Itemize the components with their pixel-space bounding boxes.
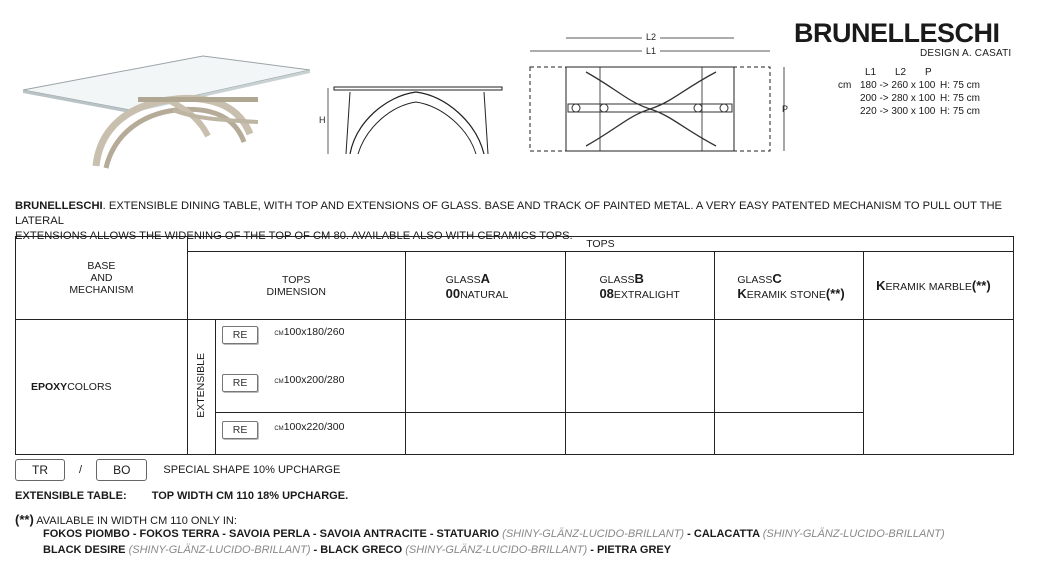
- price-cell: [405, 320, 566, 413]
- dim-size: 180 -> 260 x 100: [860, 80, 936, 91]
- col-name: ERAMIK MARBLE: [885, 281, 972, 293]
- col-prefix: GLASS: [599, 273, 635, 286]
- top-view-drawing: [528, 30, 798, 156]
- size-value: 100x200/280: [283, 374, 345, 386]
- col-name: ERAMIK STONE: [746, 288, 826, 301]
- extensible-label-cell: [187, 320, 215, 455]
- dim-size: 220 -> 300 x 100: [860, 106, 936, 117]
- tops-dimension-line: DIMENSION: [266, 285, 326, 298]
- col-letter: A: [480, 270, 491, 286]
- designer-name: DESIGN A. CASATI: [920, 48, 1012, 59]
- col-prefix: GLASS: [445, 273, 481, 286]
- finish-qualifier: (SHINY-GLÄNZ-LUCIDO-BRILLANT): [128, 544, 311, 556]
- col-code: 00: [445, 285, 461, 301]
- col-letter: B: [634, 270, 644, 286]
- base-header-line: AND: [90, 272, 113, 284]
- column-glass-a: [405, 252, 566, 320]
- description-name: BRUNELLESCHI: [15, 200, 103, 212]
- price-cell: [864, 320, 1014, 455]
- col-code: 08: [599, 285, 614, 301]
- size-row: [222, 421, 405, 439]
- size-unit: CM: [274, 379, 284, 385]
- dim-height: H: 75 cm: [940, 106, 981, 117]
- special-shape-note: SPECIAL SHAPE 10% UPCHARGE: [163, 464, 341, 476]
- shape-bo-tag[interactable]: BO: [96, 459, 147, 481]
- product-photo: [18, 48, 313, 178]
- re-tag[interactable]: RE: [222, 374, 259, 392]
- base-header: [16, 237, 188, 320]
- finish-list: BLACK DESIRE: [43, 544, 129, 556]
- re-tag[interactable]: RE: [222, 421, 259, 439]
- description-line2: EXTENSIONS ALLOWS THE WIDENING OF THE TOP OF CM 80. AVAILABLE ALSO WITH CERAMICS TOPS.: [15, 230, 573, 242]
- shape-separator: /: [79, 464, 83, 476]
- dim-unit: cm: [838, 80, 852, 91]
- configuration-table: [15, 236, 1014, 455]
- special-shape-row: [15, 459, 340, 481]
- ext-label: EXTENSIBLE TABLE:: [15, 490, 127, 502]
- l1-label: L1: [646, 46, 657, 56]
- re-tag[interactable]: RE: [222, 326, 259, 344]
- base-bold: EPOXY: [31, 381, 68, 393]
- column-glass-c: [715, 252, 864, 320]
- size-row: [222, 366, 405, 412]
- dim-header-l1: L1: [865, 67, 877, 78]
- finish-qualifier: (SHINY-GLÄNZ-LUCIDO-BRILLANT): [502, 528, 685, 540]
- base-header-line: MECHANISM: [69, 284, 134, 296]
- description-line1: . EXTENSIBLE DINING TABLE, WITH TOP AND EXTENSIONS OF GLASS. BASE AND TRACK OF PAINTED METAL. A VERY EASY PATENTED MECHANISM TO PULL OUT THE LATERAL: [15, 200, 1003, 227]
- col-code: K: [737, 285, 747, 301]
- avail-mark: (**): [15, 512, 34, 527]
- p-label: P: [782, 104, 789, 114]
- base-header-line: BASE: [87, 260, 116, 272]
- dimensions-block: [838, 66, 980, 118]
- column-glass-b: [566, 252, 715, 320]
- availability-line-2: [43, 544, 671, 556]
- price-cell: [566, 320, 715, 413]
- dim-size: 200 -> 280 x 100: [860, 93, 936, 104]
- col-name: EXTRALIGHT: [613, 288, 680, 301]
- ext-text: TOP WIDTH CM 110 18% UPCHARGE.: [151, 490, 349, 502]
- finish-list: - BLACK GRECO: [310, 544, 406, 556]
- col-prefix: GLASS: [737, 273, 773, 286]
- side-view-drawing: [316, 82, 506, 158]
- sizes-cell-bottom: [215, 413, 405, 455]
- price-cell: [715, 320, 864, 413]
- tops-dimension-line: TOPS: [281, 273, 311, 286]
- finish-qualifier: (SHINY-GLÄNZ-LUCIDO-BRILLANT): [405, 544, 588, 556]
- finish-qualifier: (SHINY-GLÄNZ-LUCIDO-BRILLANT): [762, 528, 945, 540]
- dim-height: H: 75 cm: [940, 80, 981, 91]
- finish-list: - CALACATTA: [684, 528, 763, 540]
- base-rest: COLORS: [67, 381, 112, 393]
- h-label: H: [319, 115, 326, 125]
- tops-dimension-header: [187, 252, 405, 320]
- price-cell: [715, 413, 864, 455]
- availability-note: [15, 512, 237, 527]
- dim-header-l2: L2: [895, 67, 907, 78]
- col-name: NATURAL: [460, 288, 509, 301]
- sizes-cell-top: [215, 320, 405, 413]
- finish-list: - PIETRA GREY: [587, 544, 672, 556]
- size-value: 100x180/260: [283, 326, 345, 338]
- price-cell: [566, 413, 715, 455]
- dim-height: H: 75 cm: [940, 93, 981, 104]
- size-value: 100x220/300: [283, 421, 345, 433]
- base-epoxy-colors: [16, 320, 188, 455]
- size-row: [222, 326, 405, 366]
- product-title: BRUNELLESCHI: [794, 18, 1000, 48]
- dim-header-p: P: [925, 67, 932, 78]
- col-mark: (**): [971, 278, 991, 293]
- availability-line-1: [43, 528, 945, 540]
- shape-tr-tag[interactable]: TR: [15, 459, 65, 481]
- column-keramik-marble: [864, 252, 1014, 320]
- l2-label: L2: [646, 32, 657, 42]
- finish-list: FOKOS PIOMBO - FOKOS TERRA - SAVOIA PERLA - SAVOIA ANTRACITE - STATUARIO: [43, 528, 503, 540]
- avail-text: AVAILABLE IN WIDTH CM 110 ONLY IN:: [33, 515, 237, 527]
- size-unit: CM: [274, 426, 284, 432]
- tops-header: TOPS: [187, 237, 1013, 252]
- extensible-label: EXTENSIBLE: [195, 353, 208, 418]
- col-code: K: [876, 278, 886, 293]
- col-letter: C: [772, 270, 782, 286]
- price-cell: [405, 413, 566, 455]
- extensible-table-note: [15, 490, 348, 502]
- col-mark: (**): [825, 285, 845, 301]
- size-unit: CM: [274, 331, 284, 337]
